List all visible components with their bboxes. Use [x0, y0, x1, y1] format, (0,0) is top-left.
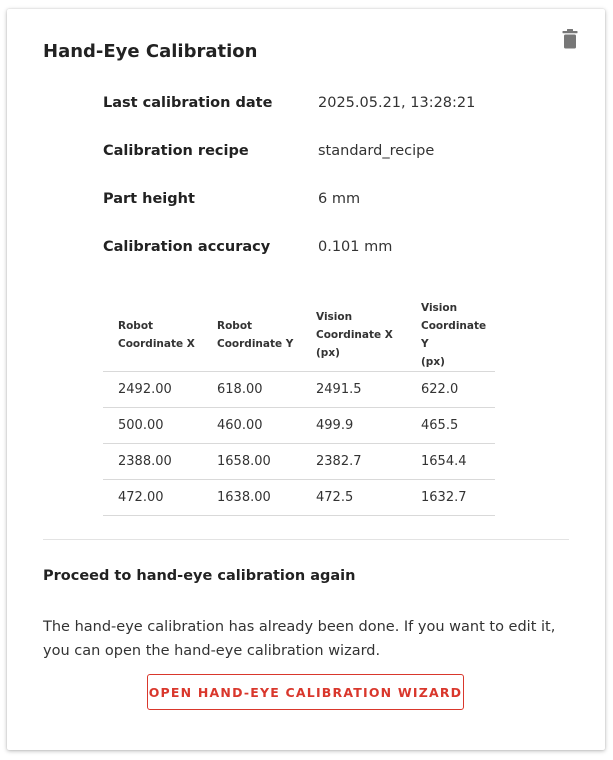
table-cell: 472.00	[103, 480, 202, 516]
calibration-card	[7, 9, 605, 750]
table-cell: 618.00	[202, 372, 301, 408]
open-wizard-button[interactable]: OPEN HAND-EYE CALIBRATION WIZARD	[147, 674, 464, 710]
column-header-vision-y: Vision Coordinate Y (px)	[406, 299, 495, 372]
table-cell: 1638.00	[202, 480, 301, 516]
table-row	[103, 372, 495, 408]
table-cell: 460.00	[202, 408, 301, 444]
info-value: 6 mm	[318, 191, 361, 207]
table-cell: 2492.00	[103, 372, 202, 408]
column-header-robot-y: Robot Coordinate Y	[202, 299, 301, 372]
table-cell: 2382.7	[301, 444, 406, 480]
info-label: Calibration accuracy	[103, 239, 271, 255]
column-header-vision-x: Vision Coordinate X (px)	[301, 299, 406, 372]
proceed-description: The hand-eye calibration has already been done. If you want to edit it, you can open the hand-eye calibration wizard.	[43, 619, 556, 659]
table-header-row	[103, 299, 495, 372]
table-cell: 465.5	[406, 408, 495, 444]
table-cell: 2491.5	[301, 372, 406, 408]
table-row	[103, 408, 495, 444]
trash-icon[interactable]	[560, 28, 580, 50]
table-cell: 499.9	[301, 408, 406, 444]
column-header-robot-x: Robot Coordinate X	[103, 299, 202, 372]
info-label: Calibration recipe	[103, 143, 249, 159]
table-row	[103, 444, 495, 480]
table-cell: 1632.7	[406, 480, 495, 516]
table-cell: 472.5	[301, 480, 406, 516]
table-cell: 2388.00	[103, 444, 202, 480]
calibration-points-table	[103, 299, 495, 516]
proceed-section-title: Proceed to hand-eye calibration again	[43, 568, 356, 584]
table-cell: 622.0	[406, 372, 495, 408]
info-label: Last calibration date	[103, 95, 273, 111]
info-value: standard_recipe	[318, 143, 435, 159]
table-cell: 500.00	[103, 408, 202, 444]
info-value: 0.101 mm	[318, 239, 393, 255]
table-cell: 1658.00	[202, 444, 301, 480]
info-value: 2025.05.21, 13:28:21	[318, 95, 476, 111]
info-label: Part height	[103, 191, 195, 207]
table-cell: 1654.4	[406, 444, 495, 480]
table-row	[103, 480, 495, 516]
card-title: Hand-Eye Calibration	[43, 41, 258, 62]
section-divider	[43, 539, 569, 540]
